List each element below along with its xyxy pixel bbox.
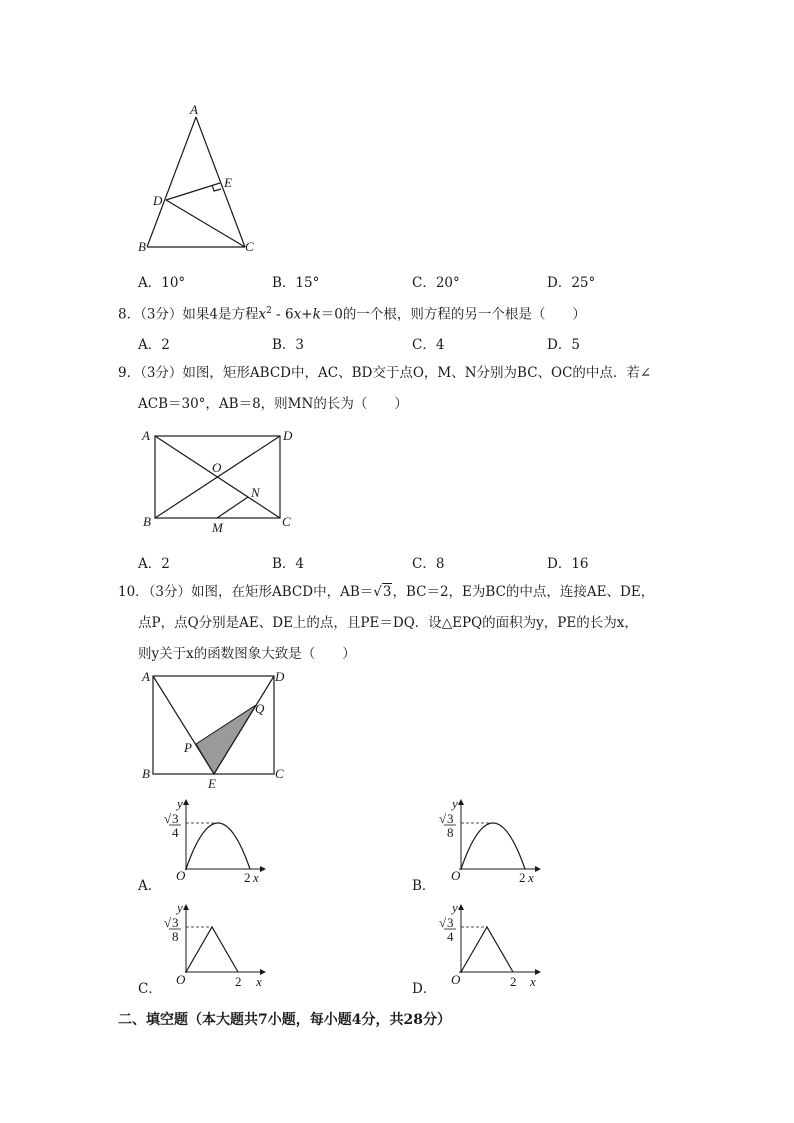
svg-text:O: O	[451, 868, 461, 883]
svg-text:2: 2	[519, 870, 526, 885]
q10-option-a-label: A．	[138, 878, 162, 894]
q9-label-n: N	[251, 485, 260, 500]
q10-label-d: D	[275, 669, 285, 684]
svg-text:3: 3	[447, 811, 454, 826]
q9-option-d: D．16	[547, 556, 589, 572]
svg-text:3: 3	[172, 811, 179, 826]
svg-text:x: x	[530, 974, 536, 989]
svg-text:x: x	[528, 870, 534, 885]
svg-text:y: y	[177, 796, 183, 811]
svg-text:y: y	[452, 900, 458, 915]
q9-label-m: M	[212, 520, 223, 535]
q9-option-c: C．8	[412, 556, 445, 572]
svg-text:x: x	[253, 870, 259, 885]
svg-text:√: √	[164, 811, 172, 826]
svg-text:O: O	[451, 972, 461, 987]
q10-option-b-label: B．	[412, 878, 436, 894]
q9-label-c: C	[282, 514, 291, 529]
svg-text:y: y	[177, 900, 183, 915]
q9-label-d: D	[283, 428, 293, 443]
q10-stem-line2: 点P，点Q分别是AE、DE上的点，且PE＝DQ．设△EPQ的面积为y，PE的长为x，	[138, 615, 638, 631]
q10-option-c-label: C．	[138, 981, 162, 997]
q7-label-d: D	[153, 193, 163, 208]
q10-label-p: P	[184, 740, 192, 755]
svg-text:2: 2	[235, 974, 242, 989]
svg-text:8: 8	[447, 825, 454, 840]
svg-text:4: 4	[447, 929, 454, 944]
svg-text:2: 2	[510, 974, 517, 989]
sqrt-symbol: √3	[373, 584, 392, 600]
q7-option-c: C．20°	[412, 275, 460, 291]
q8-option-b: B．3	[272, 337, 305, 353]
q9-label-o: O	[212, 460, 222, 475]
svg-text:√: √	[439, 811, 447, 826]
q9-option-b: B．4	[272, 556, 305, 572]
q9-stem-line2: ACB＝30°，AB＝8，则MN的长为（ ）	[138, 396, 408, 412]
svg-text:3: 3	[447, 915, 454, 930]
q8-option-a: A．2	[138, 337, 170, 353]
svg-text:O: O	[176, 868, 186, 883]
q8-option-d: D．5	[547, 337, 580, 353]
svg-text:3: 3	[172, 915, 179, 930]
svg-text:x: x	[256, 974, 262, 989]
q9-label-a: A	[142, 428, 150, 443]
svg-text:O: O	[176, 972, 186, 987]
svg-text:√: √	[439, 915, 447, 930]
q8-stem: 8．（3分）如果4是方程$x^2 - 6x+k=0$的一个根，则方程的另一个根是（ ）	[118, 306, 586, 323]
q9-stem-line1: 9．（3分）如图，矩形ABCD中，AC、BD交于点O，M、N分别为BC、OC的中点．若∠	[118, 365, 652, 381]
q7-option-b: B．15°	[272, 275, 320, 291]
svg-text:2: 2	[244, 870, 251, 885]
graph-b	[439, 796, 540, 885]
q7-option-a: A．10°	[138, 275, 186, 291]
svg-text:√: √	[164, 915, 172, 930]
q8-option-c: C．4	[412, 337, 445, 353]
q10-label-b: B	[142, 766, 150, 781]
q7-label-e: E	[224, 175, 232, 190]
section-2-heading: 二、填空题（本大题共7小题，每小题4分，共28分）	[118, 1012, 451, 1028]
q7-label-c: C	[245, 239, 254, 254]
q10-stem-line1: 10．（3分）如图，在矩形ABCD中，AB＝√3，BC＝2，E为BC的中点，连接AE、DE，	[118, 584, 655, 600]
q10-label-c: C	[275, 766, 284, 781]
q10-label-a: A	[142, 669, 150, 684]
q7-option-d: D．25°	[547, 275, 596, 291]
graph-a	[164, 796, 265, 885]
q7-label-a: A	[190, 102, 198, 117]
q9-option-a: A．2	[138, 556, 170, 572]
q10-label-q: Q	[255, 701, 265, 716]
q10-option-d-label: D．	[412, 981, 437, 997]
graph-c	[164, 900, 265, 989]
q10-stem-line3: 则y关于x的函数图象大致是（ ）	[138, 646, 356, 662]
q9-label-b: B	[143, 514, 151, 529]
svg-text:y: y	[452, 796, 458, 811]
graph-d	[439, 900, 540, 989]
q7-label-b: B	[138, 239, 146, 254]
q10-label-e: E	[208, 776, 216, 791]
svg-text:4: 4	[172, 825, 179, 840]
svg-text:8: 8	[172, 929, 179, 944]
